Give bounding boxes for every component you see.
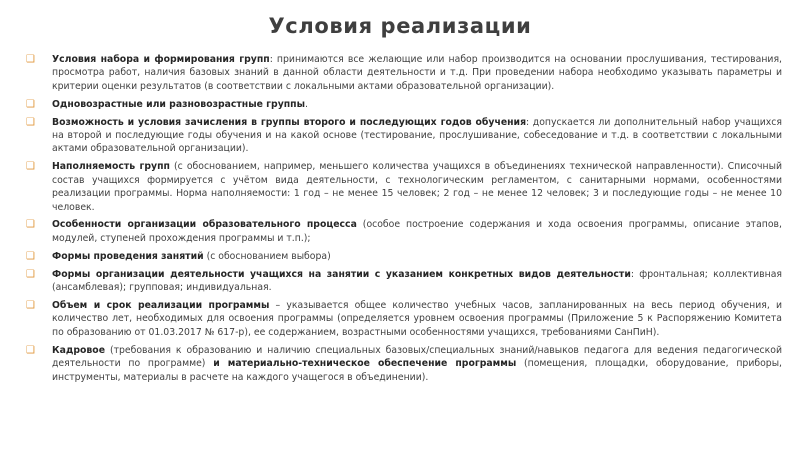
item-heading: Объем и срок реализации программы: [52, 300, 270, 311]
item-heading: Формы проведения занятий: [52, 250, 204, 262]
list-item: [26, 218, 782, 245]
list-item: [26, 160, 782, 214]
item-text: (с обоснованием, например, меньшего количества учащихся в объединениях технической направленности). Списочный состав учащихся формируется с учётом вида деятельности, с технологическим регламентом, с санитарными нормами, особенностями реализации программы. Норма наполняемости: 1 год – не менее 15 человек; 2 год – не менее 12 человек; 3 и последующие годы – не менее 10 человек.: [52, 161, 782, 213]
item-text: : допускается ли дополнительный набор учащихся на второй и последующие годы обучения и на какой основе (тестирование, прослушивание, собеседование и т.д. в соответствии с локальными актами образовательной организации).: [52, 116, 782, 155]
item-heading: Возможность и условия зачисления в группы второго и последующих годов обучения: [52, 116, 527, 128]
list-item: [26, 344, 782, 384]
item-heading-secondary: и материально-техническое обеспечение программы: [213, 358, 517, 370]
item-heading: Формы организации деятельности учащихся на занятии с указанием конкретных видов деятельности: [52, 268, 631, 280]
square-bullet-icon: ❑: [26, 161, 35, 173]
list-item: [26, 250, 782, 263]
item-text: (требования к образованию и наличию специальных базовых/специальных знаний/навыков педагога для ведения педагогической деятельности по программе): [52, 344, 782, 370]
conditions-list: [26, 53, 782, 388]
item-heading: Одновозрастные или разновозрастные группы: [52, 98, 306, 110]
square-bullet-icon: ❑: [26, 250, 35, 262]
item-heading: Особенности организации образовательного процесса: [52, 219, 357, 231]
item-text: : принимаются все желающие или набор производится на основании прослушивания, тестирования, просмотра работ, наличия базовых знаний в данной области деятельности и т.д. При проведении набора необходимо указывать параметры и критерии оценки результатов (в соответствии с локальными актами образовательной организации).: [52, 54, 782, 92]
item-text: .: [305, 98, 308, 110]
square-bullet-icon: ❑: [26, 98, 35, 110]
square-bullet-icon: ❑: [26, 54, 35, 65]
list-item: [26, 53, 782, 93]
square-bullet-icon: ❑: [26, 219, 35, 231]
item-text: (с обоснованием выбора): [203, 250, 331, 262]
square-bullet-icon: ❑: [26, 268, 35, 280]
slide-title: Условия реализации: [268, 14, 532, 38]
item-text-secondary: (помещения, площадки, оборудование, приборы, инструменты, материалы в расчете на каждого учащегося в объединении).: [52, 358, 782, 383]
item-text: – указывается общее количество учебных часов, запланированных на весь период обучения, и количество лет, необходимых для освоения программы (определяется уровнем освоения программы (Приложение 5 к Распоряжению Комитета по образованию от 01.03.2017 № 617-р), ее содержанием, возрастными особенностями учащихся, требованиями СанПиН).: [52, 300, 783, 338]
list-item: [26, 116, 782, 156]
square-bullet-icon: ❑: [26, 344, 35, 356]
list-item: [26, 299, 782, 339]
item-text: : фронтальная; коллективная (ансамблевая); групповая; индивидуальная.: [52, 268, 782, 294]
item-heading: Наполняемость групп: [52, 161, 170, 173]
square-bullet-icon: ❑: [26, 116, 35, 128]
square-bullet-icon: ❑: [26, 300, 35, 311]
item-heading: Условия набора и формирования групп: [52, 54, 270, 65]
item-text: (особое построение содержания и хода освоения программы, описание этапов, модулей, ступеней прохождения программы и т.п.);: [52, 219, 782, 244]
item-heading: Кадровое: [52, 344, 105, 356]
list-item: [26, 268, 782, 295]
list-item: [26, 98, 782, 111]
